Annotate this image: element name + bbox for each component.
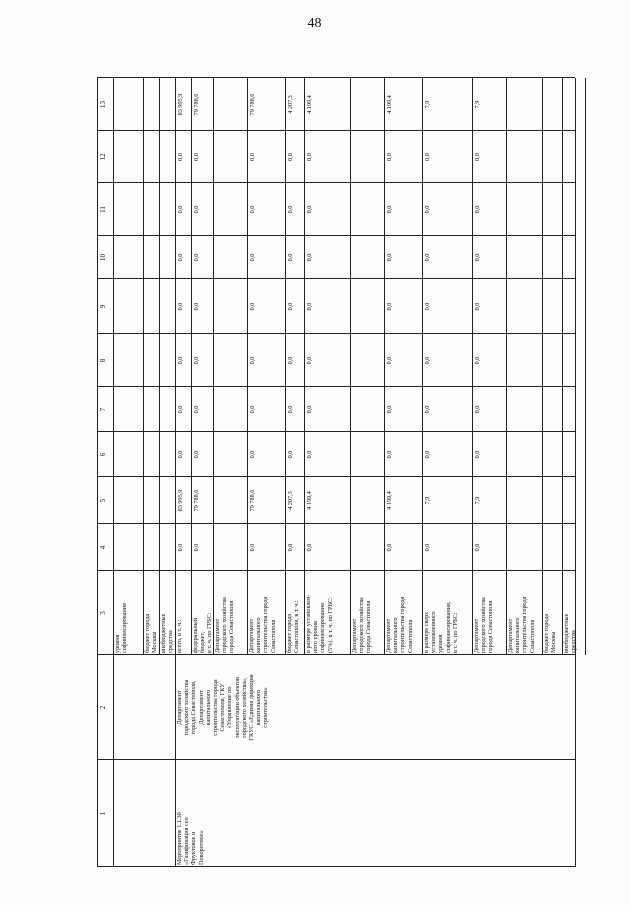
table-value: 0,0 bbox=[249, 405, 256, 414]
table-value: 0,0 bbox=[249, 253, 256, 262]
table-value: 0,0 bbox=[287, 356, 294, 365]
table-value: 83 995,9 bbox=[177, 93, 184, 116]
table-value: 0,0 bbox=[177, 543, 184, 552]
measure-executors: Департамент городского хозяйства города Севастополя, Департамент капитального строительства города Севастополя, ГКУ «Управление по эксплуатации объектов городского хозяйства», ГКУС «Единая дирекция капитального строительства» bbox=[176, 674, 270, 741]
table-value: 0,0 bbox=[306, 450, 313, 459]
table-value: 4 199,4 bbox=[386, 95, 393, 114]
table-rule bbox=[97, 759, 575, 760]
table-rule bbox=[97, 654, 575, 655]
table-value bbox=[562, 131, 585, 183]
table-rule bbox=[350, 78, 351, 655]
table-value: 0,0 bbox=[424, 405, 431, 414]
table-value: 0,0 bbox=[287, 450, 294, 459]
carryover-source: уровня софинансирования bbox=[114, 603, 129, 653]
table-value bbox=[562, 279, 585, 334]
table-value bbox=[562, 524, 585, 571]
column-number-11: 11 bbox=[99, 206, 107, 213]
table-value bbox=[350, 78, 384, 131]
table-value: 0,0 bbox=[287, 302, 294, 311]
table-value bbox=[213, 387, 247, 432]
table-rule bbox=[384, 78, 385, 655]
table-value: 0,0 bbox=[386, 302, 393, 311]
table-rule bbox=[113, 78, 114, 867]
table-value: 0,0 bbox=[193, 302, 200, 311]
financing-source: внебюджетные средства bbox=[563, 613, 578, 653]
financing-source: бюджет города Москвы bbox=[543, 613, 558, 653]
table-value: 0,0 bbox=[249, 450, 256, 459]
table-rule bbox=[542, 78, 543, 655]
table-value bbox=[506, 432, 542, 477]
table-value: 0,0 bbox=[474, 153, 481, 161]
table-value bbox=[562, 477, 585, 524]
table-value bbox=[213, 236, 247, 279]
table-value bbox=[506, 183, 542, 236]
table-rule bbox=[97, 182, 575, 183]
table-value bbox=[562, 334, 585, 387]
table-rule bbox=[97, 386, 575, 387]
table-rule bbox=[97, 77, 575, 78]
table-value: 0,0 bbox=[193, 543, 200, 552]
table-value: 0,0 bbox=[249, 302, 256, 311]
table-value bbox=[213, 524, 247, 571]
column-number-13: 13 bbox=[99, 101, 107, 108]
table-value: 0,0 bbox=[249, 543, 256, 552]
table-value bbox=[506, 279, 542, 334]
table-value: 0,0 bbox=[474, 205, 481, 214]
table-rule bbox=[304, 78, 305, 655]
table-value bbox=[562, 78, 585, 131]
table-value: 0,0 bbox=[424, 153, 431, 161]
table-rule bbox=[575, 78, 576, 867]
table-rule bbox=[97, 476, 575, 477]
table-value: 0,0 bbox=[306, 356, 313, 365]
table-value: 7,9 bbox=[424, 496, 431, 505]
column-number-10: 10 bbox=[99, 254, 107, 261]
table-value: 0,0 bbox=[424, 302, 431, 311]
table-value bbox=[213, 131, 247, 183]
table-rule bbox=[97, 333, 575, 334]
table-value: 0,0 bbox=[193, 356, 200, 365]
financing-source: Департамент капитального строительства города Севастополя bbox=[507, 596, 536, 653]
table-value bbox=[506, 78, 542, 131]
table-value bbox=[506, 236, 542, 279]
table-value: 0,0 bbox=[474, 543, 481, 552]
table-value: 0,0 bbox=[249, 205, 256, 214]
table-rule bbox=[175, 655, 176, 867]
table-value bbox=[213, 279, 247, 334]
table-value bbox=[350, 477, 384, 524]
table-value: 0,0 bbox=[306, 405, 313, 414]
table-value bbox=[506, 387, 542, 432]
table-rule bbox=[562, 78, 563, 655]
financing-source: бюджет города Севастополя, в т. ч.: bbox=[286, 600, 301, 653]
carryover-source: бюджет города Москвы bbox=[144, 613, 159, 653]
table-value bbox=[350, 432, 384, 477]
table-value: 0,0 bbox=[474, 405, 481, 414]
table-value: 0,0 bbox=[193, 153, 200, 161]
table-value bbox=[506, 131, 542, 183]
table-value bbox=[350, 334, 384, 387]
table-value bbox=[542, 524, 562, 571]
table-rule bbox=[422, 78, 423, 655]
table-value bbox=[350, 279, 384, 334]
table-rule bbox=[97, 431, 575, 432]
table-value bbox=[562, 432, 585, 477]
table-value: 0,0 bbox=[193, 205, 200, 214]
table-rule bbox=[285, 78, 286, 655]
table-rule bbox=[97, 235, 575, 236]
table-value: 0,0 bbox=[424, 543, 431, 552]
page-number: 48 bbox=[307, 16, 322, 31]
column-number-7: 7 bbox=[99, 407, 107, 412]
table-value bbox=[542, 334, 562, 387]
table-value: 4 207,3 bbox=[287, 491, 294, 510]
table-value: 0,0 bbox=[424, 356, 431, 365]
table-value: 0,0 bbox=[177, 253, 184, 262]
table-value: 4 207,3 bbox=[287, 95, 294, 114]
table-rule bbox=[97, 570, 575, 571]
table-value bbox=[350, 387, 384, 432]
table-value: 0,0 bbox=[386, 356, 393, 365]
table-value: 0,0 bbox=[287, 205, 294, 214]
table-value: 0,0 bbox=[424, 253, 431, 262]
table-value: 0,0 bbox=[287, 253, 294, 262]
table-rule bbox=[213, 78, 214, 655]
table-value bbox=[562, 183, 585, 236]
table-rule bbox=[97, 278, 575, 279]
table-value bbox=[562, 236, 585, 279]
column-number-3: 3 bbox=[99, 611, 107, 615]
table-value: 0,0 bbox=[474, 356, 481, 365]
table-value bbox=[213, 334, 247, 387]
column-number-9: 9 bbox=[99, 304, 107, 309]
table-value bbox=[506, 477, 542, 524]
table-value bbox=[542, 279, 562, 334]
column-number-2: 2 bbox=[99, 705, 107, 710]
table-rule bbox=[506, 78, 507, 655]
table-value bbox=[213, 78, 247, 131]
table-value: 79 788,6 bbox=[249, 93, 256, 116]
measure-name: Мероприятие 1.1.30 «Газификация сел Фруктовое и Поворотное» bbox=[176, 812, 205, 865]
table-value: 0,0 bbox=[287, 543, 294, 552]
financing-source: Департамент городского хозяйства города Севастополя bbox=[214, 597, 236, 653]
table-value: 0,0 bbox=[386, 543, 393, 552]
table-rule bbox=[97, 130, 575, 131]
table-value: 7,9 bbox=[424, 100, 431, 109]
table-value: 0,0 bbox=[386, 450, 393, 459]
column-number-4: 4 bbox=[99, 545, 107, 550]
financing-source: федеральный бюджет, в т. ч. по ГРБС: bbox=[192, 612, 213, 653]
table-rule bbox=[175, 78, 176, 655]
table-rule bbox=[247, 78, 248, 655]
table-value: 0,0 bbox=[306, 253, 313, 262]
table-rule bbox=[585, 78, 586, 655]
financing-source: в размере сверх установленного уровня софинансирования, в т. ч. по ГРБС: bbox=[423, 601, 459, 653]
table-value bbox=[350, 236, 384, 279]
table-value: 0,0 bbox=[193, 450, 200, 459]
column-number-1: 1 bbox=[99, 811, 107, 816]
table-value: 0,0 bbox=[193, 405, 200, 414]
table-value: 0,0 bbox=[386, 205, 393, 214]
table-value: 79 788,6 bbox=[193, 93, 200, 116]
table-rule bbox=[159, 78, 160, 655]
table-value bbox=[542, 477, 562, 524]
table-value bbox=[350, 183, 384, 236]
table-value: 0,0 bbox=[177, 153, 184, 161]
table-value: 0,0 bbox=[386, 253, 393, 262]
table-value: 7,9 bbox=[474, 100, 481, 109]
rotated-budget-table bbox=[97, 23, 578, 867]
table-value: 79 788,6 bbox=[193, 489, 200, 512]
table-value: 0,0 bbox=[386, 405, 393, 414]
table-value: 0,0 bbox=[474, 302, 481, 311]
table-value: 0,0 bbox=[177, 450, 184, 459]
financing-source: Департамент капитального строительства города Севастополя bbox=[385, 596, 414, 653]
financing-source: в размере установлен- ного уровня софинансирования (5%), в т. ч. по ГРБС: bbox=[305, 594, 334, 653]
table-value: 0,0 bbox=[177, 205, 184, 214]
table-value bbox=[213, 432, 247, 477]
table-rule bbox=[97, 523, 575, 524]
table-value bbox=[562, 387, 585, 432]
table-value: 4 199,4 bbox=[386, 491, 393, 510]
carryover-source: внебюджетные средства bbox=[160, 613, 175, 653]
table-value: 0,0 bbox=[287, 405, 294, 414]
table-value: 4 199,4 bbox=[306, 491, 313, 510]
table-value: 0,0 bbox=[249, 356, 256, 365]
table-value: 79 788,6 bbox=[249, 489, 256, 512]
table-value bbox=[542, 78, 562, 131]
table-value: 0,0 bbox=[306, 205, 313, 214]
table-value: 0,0 bbox=[306, 302, 313, 311]
table-rule bbox=[472, 78, 473, 655]
column-number-8: 8 bbox=[99, 358, 107, 363]
table-rule bbox=[97, 78, 98, 867]
table-value: 0,0 bbox=[424, 205, 431, 214]
table-value bbox=[506, 524, 542, 571]
table-value: 4 199,4 bbox=[306, 95, 313, 114]
table-rule bbox=[97, 866, 575, 867]
table-value bbox=[213, 477, 247, 524]
table-value bbox=[542, 387, 562, 432]
table-value bbox=[542, 131, 562, 183]
table-value: 0,0 bbox=[177, 302, 184, 311]
table-value: 83 995,9 bbox=[177, 489, 184, 512]
table-value: 0,0 bbox=[474, 253, 481, 262]
table-value: 0,0 bbox=[474, 450, 481, 459]
column-number-12: 12 bbox=[99, 153, 107, 161]
table-value: 0,0 bbox=[287, 153, 294, 161]
table-value: 0,0 bbox=[306, 153, 313, 161]
table-value: 0,0 bbox=[177, 405, 184, 414]
table-value: 0,0 bbox=[249, 153, 256, 161]
table-value bbox=[213, 183, 247, 236]
table-value bbox=[506, 334, 542, 387]
table-value: 0,0 bbox=[193, 253, 200, 262]
financing-source: Департамент городского хозяйства города Севастополя bbox=[351, 597, 373, 653]
table-value: 0,0 bbox=[177, 356, 184, 365]
column-number-5: 5 bbox=[99, 498, 107, 503]
table-value bbox=[542, 236, 562, 279]
table-value bbox=[350, 131, 384, 183]
column-number-6: 6 bbox=[99, 452, 107, 457]
table-value: 0,0 bbox=[386, 153, 393, 161]
table-value bbox=[542, 183, 562, 236]
financing-source: Департамент капитального строительства города Севастополя bbox=[248, 596, 277, 653]
table-rule bbox=[191, 78, 192, 655]
financing-source: Департамент городского хозяйства города Севастополя bbox=[473, 597, 495, 653]
table-value bbox=[542, 432, 562, 477]
financing-source: всего, в т. ч.: bbox=[176, 619, 183, 653]
table-rule bbox=[143, 78, 144, 655]
table-value: 0,0 bbox=[306, 543, 313, 552]
table-value: 7,9 bbox=[474, 496, 481, 505]
table-value bbox=[350, 524, 384, 571]
table-value: 0,0 bbox=[424, 450, 431, 459]
